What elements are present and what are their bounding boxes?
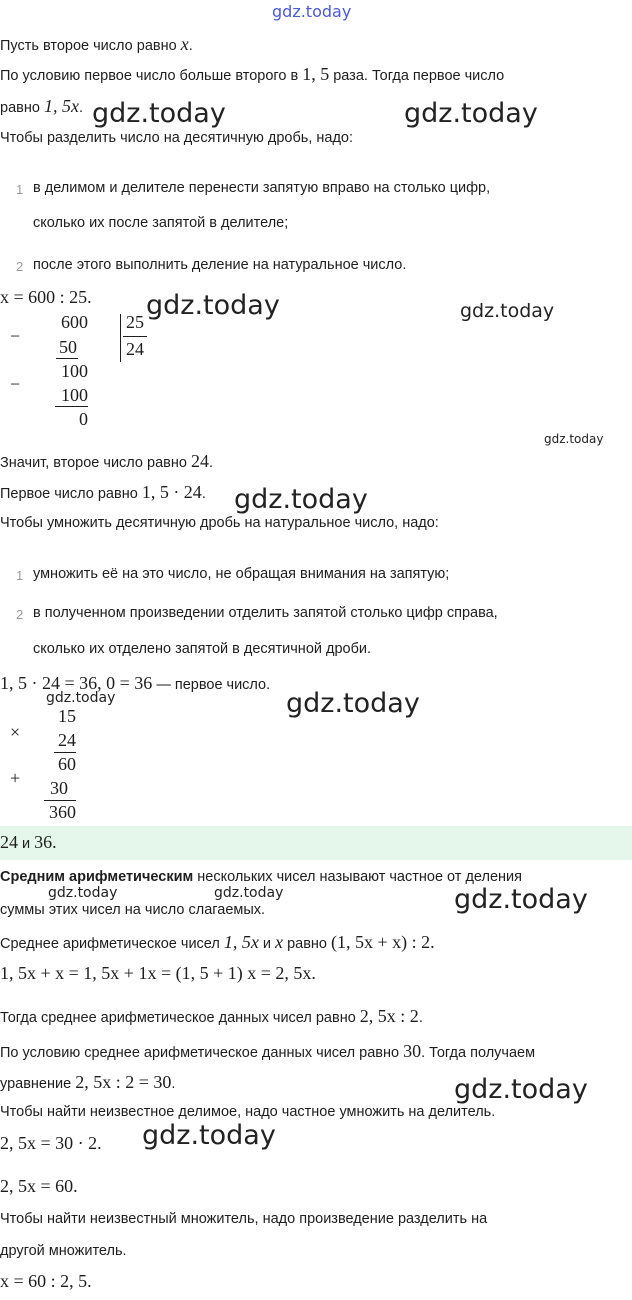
watermark: gdz.today [286,688,420,719]
dividend: 600 [61,312,88,332]
text: раза. Тогда первое число [329,68,505,84]
times-sign: × [10,722,21,742]
definition-line-1 [0,869,522,885]
product: 360 [49,802,76,822]
text: . [52,832,57,852]
list-item-text: сколько их отделено запятой в десятичной дроби. [33,641,372,657]
equation: 1, 5x + x = 1, 5x + 1x = (1, 5 + 1) x = 2, 5x. [0,963,316,983]
text-line-4: Чтобы разделить число на десятичную дробь, надо: [0,130,354,146]
final-remainder: 0 [79,409,88,429]
list-item-text: в делимом и делителе перенести запятую вправо на столько цифр, [33,180,491,196]
watermark: gdz.today [214,885,284,901]
math-value: 1, 5 · 24 = 36, 0 = 36 [0,673,153,693]
list-item-text: сколько их после запятой в делителе; [33,215,289,231]
division-line [123,336,147,337]
equation: 2, 5x = 60. [0,1176,78,1196]
division-line [56,358,78,359]
text: Первое число равно [0,486,142,502]
text: уравнение [0,1076,76,1092]
text: . [418,1010,423,1026]
list-number: 2 [16,607,24,622]
math-value: (1, 5x + x) : 2 [331,932,431,952]
subtrahend: 50 [59,337,77,357]
definition-line-2: суммы этих чисел на число слагаемых. [0,902,266,918]
list-item-text: умножить её на это число, не обращая внимания на запятую; [33,566,450,582]
multiplier: 24 [58,730,76,750]
text-line-6 [0,482,206,503]
text-line-14: другой множитель. [0,1243,127,1259]
watermark: gdz.today [544,432,604,446]
equation-line [0,673,270,694]
equation: 2, 5x = 30 · 2. [0,1133,102,1153]
text: . [208,455,213,471]
subtrahend: 100 [61,385,88,405]
text-line-10 [0,1041,535,1062]
multiplicand: 15 [58,706,76,726]
text-line-7: Чтобы умножить десятичную дробь на натуральное число, надо: [0,515,439,531]
watermark: gdz.today [460,300,555,322]
equation: x = 600 : 25. [0,287,92,307]
text: Среднее арифметическое чисел [0,936,224,952]
watermark: gdz.today [142,1120,276,1151]
multiplication-line [44,800,76,801]
text-line-8 [0,932,435,953]
text-line-13: Чтобы найти неизвестный множитель, надо произведение разделить на [0,1211,488,1227]
text-line-11 [0,1072,175,1093]
math-value: 2, 5x : 2 [359,1006,419,1026]
math-value: 1, 5 [302,64,330,84]
math-value: 36 [34,832,53,852]
list-number: 1 [16,182,24,197]
text-line-9 [0,1006,423,1027]
text: Пусть второе число равно [0,38,181,54]
math-value: 24 [0,832,18,852]
list-number: 1 [16,568,24,583]
watermark: gdz.today [454,884,588,915]
answer-highlight [0,826,632,860]
math-value: 1, 5x [223,932,259,952]
text: равно [0,100,44,116]
division-bracket [120,314,121,362]
text-line-12: Чтобы найти неизвестное делимое, надо частное умножить на делитель. [0,1104,496,1120]
math-value: x [275,932,284,952]
text: Значит, второе число равно [0,455,191,471]
watermark: gdz.today [48,885,118,901]
partial-product: 30 [50,778,68,798]
quotient: 24 [126,339,144,359]
text: По условию первое число больше второго в [0,68,303,84]
math-x: x [180,34,189,54]
text: и [258,936,276,952]
watermark-top: gdz.today [272,2,352,21]
equation: x = 60 : 2, 5. [0,1271,92,1291]
text: . [201,486,206,502]
text: . [171,1076,176,1092]
list-item-text: после этого выполнить деление на натуральное число. [33,257,407,273]
bold-term: Средним арифметическим [0,869,194,885]
text: и [18,836,35,852]
text-line-2 [0,64,504,85]
text: равно [283,936,332,952]
plus-sign: + [10,768,21,788]
list-item-text: в полученном произведении отделить запятой столько цифр справа, [33,605,498,621]
minus-sign: − [10,374,21,394]
remainder: 100 [61,361,88,381]
text: — первое число. [152,677,271,693]
math-value: 1, 5 · 24 [141,482,202,502]
text: нескольких чисел называют частное от деления [193,869,522,885]
text: . [430,932,435,952]
text-line-3 [0,96,83,117]
text: По условию среднее арифметическое данных чисел равно [0,1045,404,1061]
text: . Тогда получаем [421,1045,536,1061]
division-line [55,406,88,407]
watermark: gdz.today [404,98,538,129]
answer [0,832,57,853]
math-value: 2, 5x : 2 = 30 [75,1072,172,1092]
watermark: gdz.today [46,690,116,706]
watermark: gdz.today [454,1074,588,1105]
math-value: 30 [403,1041,422,1061]
text: . [188,38,193,54]
text-line-1 [0,34,193,55]
text: Тогда среднее арифметическое данных чисел равно [0,1010,360,1026]
list-number: 2 [16,259,24,274]
math-value: 1, 5x [43,96,79,116]
math-value: 24 [190,451,209,471]
watermark: gdz.today [146,290,280,321]
text: . [78,100,83,116]
multiplication-line [54,752,76,753]
watermark: gdz.today [92,98,226,129]
text-line-5 [0,451,213,472]
partial-product: 60 [58,754,76,774]
minus-sign: − [10,326,21,346]
watermark: gdz.today [234,484,368,515]
divisor: 25 [126,312,144,332]
